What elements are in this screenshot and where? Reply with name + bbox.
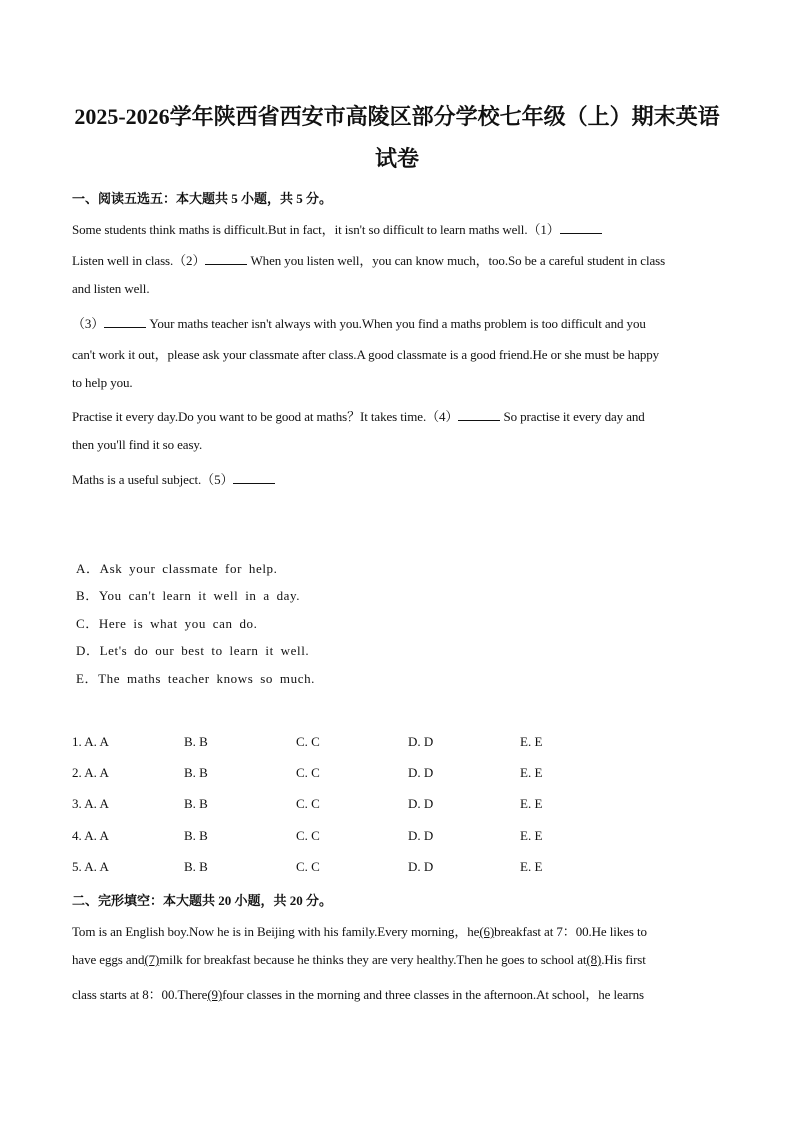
cloze-line bbox=[72, 921, 647, 940]
choice-b[interactable]: B. B bbox=[184, 734, 208, 749]
answer-blank-2[interactable] bbox=[205, 253, 247, 265]
choice-e[interactable]: E. E bbox=[520, 828, 543, 843]
passage-line bbox=[72, 469, 275, 488]
cloze-text: breakfast at 7：00.He likes to bbox=[494, 924, 647, 939]
choice-d[interactable]: D. D bbox=[408, 765, 434, 780]
cloze-text: class starts at 8：00.There bbox=[72, 987, 208, 1002]
passage-text: （3） bbox=[72, 316, 105, 331]
choice-c[interactable]: C. C bbox=[296, 734, 320, 749]
choice-d[interactable]: D. D bbox=[408, 734, 434, 749]
cloze-blank-7[interactable]: (7) bbox=[144, 952, 160, 967]
section2-heading: 二、完形填空：本大题共 20 小题，共 20 分。 bbox=[72, 893, 333, 908]
cloze-blank-6[interactable]: (6) bbox=[479, 924, 495, 939]
choice-c[interactable]: C. C bbox=[296, 859, 320, 874]
choice-c[interactable]: C. C bbox=[296, 765, 320, 780]
answer-row-3 bbox=[72, 796, 692, 814]
cloze-line bbox=[72, 984, 644, 1003]
option-b: B．You can't learn it well in a day. bbox=[76, 588, 301, 603]
cloze-text: milk for breakfast because he thinks they are very healthy.Then he goes to school at bbox=[159, 952, 587, 967]
choice-e[interactable]: E. E bbox=[520, 765, 543, 780]
exam-title-line2: 试卷 bbox=[374, 146, 419, 171]
answer-row-5 bbox=[72, 859, 692, 877]
cloze-line bbox=[72, 952, 646, 968]
choice-a[interactable]: 4. A. A bbox=[72, 828, 109, 843]
passage-line bbox=[72, 406, 645, 425]
choice-d[interactable]: D. D bbox=[408, 796, 434, 811]
choice-d[interactable]: D. D bbox=[408, 828, 434, 843]
answer-row-4 bbox=[72, 828, 692, 846]
answer-row-2 bbox=[72, 765, 692, 783]
passage-text: Your maths teacher isn't always with you.When you find a maths problem is too difficult and you bbox=[146, 316, 646, 331]
choice-c[interactable]: C. C bbox=[296, 828, 320, 843]
option-c: C．Here is what you can do. bbox=[76, 616, 258, 631]
passage-line: then you'll find it so easy. bbox=[72, 437, 203, 452]
passage-line bbox=[72, 250, 665, 269]
answer-row-1 bbox=[72, 734, 692, 752]
choice-a[interactable]: 3. A. A bbox=[72, 796, 109, 811]
choice-b[interactable]: B. B bbox=[184, 828, 208, 843]
passage-text: Listen well in class.（2） bbox=[72, 253, 206, 268]
choice-b[interactable]: B. B bbox=[184, 796, 208, 811]
cloze-text: four classes in the morning and three classes in the afternoon.At school，he learns bbox=[222, 987, 644, 1002]
choice-a[interactable]: 1. A. A bbox=[72, 734, 109, 749]
choice-d[interactable]: D. D bbox=[408, 859, 434, 874]
answer-blank-3[interactable] bbox=[104, 316, 146, 328]
choice-e[interactable]: E. E bbox=[520, 796, 543, 811]
section1-heading: 一、阅读五选五：本大题共 5 小题，共 5 分。 bbox=[72, 191, 333, 206]
passage-text: So practise it every day and bbox=[500, 409, 645, 424]
cloze-blank-8[interactable]: (8) bbox=[586, 952, 602, 967]
answer-blank-5[interactable] bbox=[233, 472, 275, 484]
passage-line bbox=[72, 219, 602, 238]
choice-a[interactable]: 2. A. A bbox=[72, 765, 109, 780]
option-a: A．Ask your classmate for help. bbox=[76, 561, 278, 576]
passage-line bbox=[72, 313, 646, 332]
exam-title-line1: 2025-2026学年陕西省西安市高陵区部分学校七年级（上）期末英语 bbox=[74, 104, 720, 129]
cloze-blank-9[interactable]: (9) bbox=[207, 987, 223, 1002]
answer-blank-1[interactable] bbox=[560, 222, 602, 234]
passage-text: Some students think maths is difficult.But in fact，it isn't so difficult to learn maths well.（1） bbox=[72, 222, 560, 237]
cloze-text: Tom is an English boy.Now he is in Beijing with his family.Every morning，he bbox=[72, 924, 480, 939]
choice-a[interactable]: 5. A. A bbox=[72, 859, 109, 874]
cloze-text: have eggs and bbox=[72, 952, 145, 967]
passage-line: and listen well. bbox=[72, 281, 150, 296]
passage-line: to help you. bbox=[72, 375, 133, 390]
choice-e[interactable]: E. E bbox=[520, 734, 543, 749]
option-e: E．The maths teacher knows so much. bbox=[76, 671, 316, 686]
choice-c[interactable]: C. C bbox=[296, 796, 320, 811]
passage-text: When you listen well，you can know much，too.So be a careful student in class bbox=[247, 253, 666, 268]
choice-e[interactable]: E. E bbox=[520, 859, 543, 874]
passage-line: can't work it out，please ask your classmate after class.A good classmate is a good friend.He or she must be happy bbox=[72, 347, 660, 362]
cloze-text: .His first bbox=[601, 952, 646, 967]
answer-blank-4[interactable] bbox=[458, 409, 500, 421]
passage-text: Practise it every day.Do you want to be good at maths？It takes time.（4） bbox=[72, 409, 459, 424]
option-d: D．Let's do our best to learn it well. bbox=[76, 643, 310, 658]
choice-b[interactable]: B. B bbox=[184, 859, 208, 874]
choice-b[interactable]: B. B bbox=[184, 765, 208, 780]
passage-text: Maths is a useful subject.（5） bbox=[72, 472, 234, 487]
